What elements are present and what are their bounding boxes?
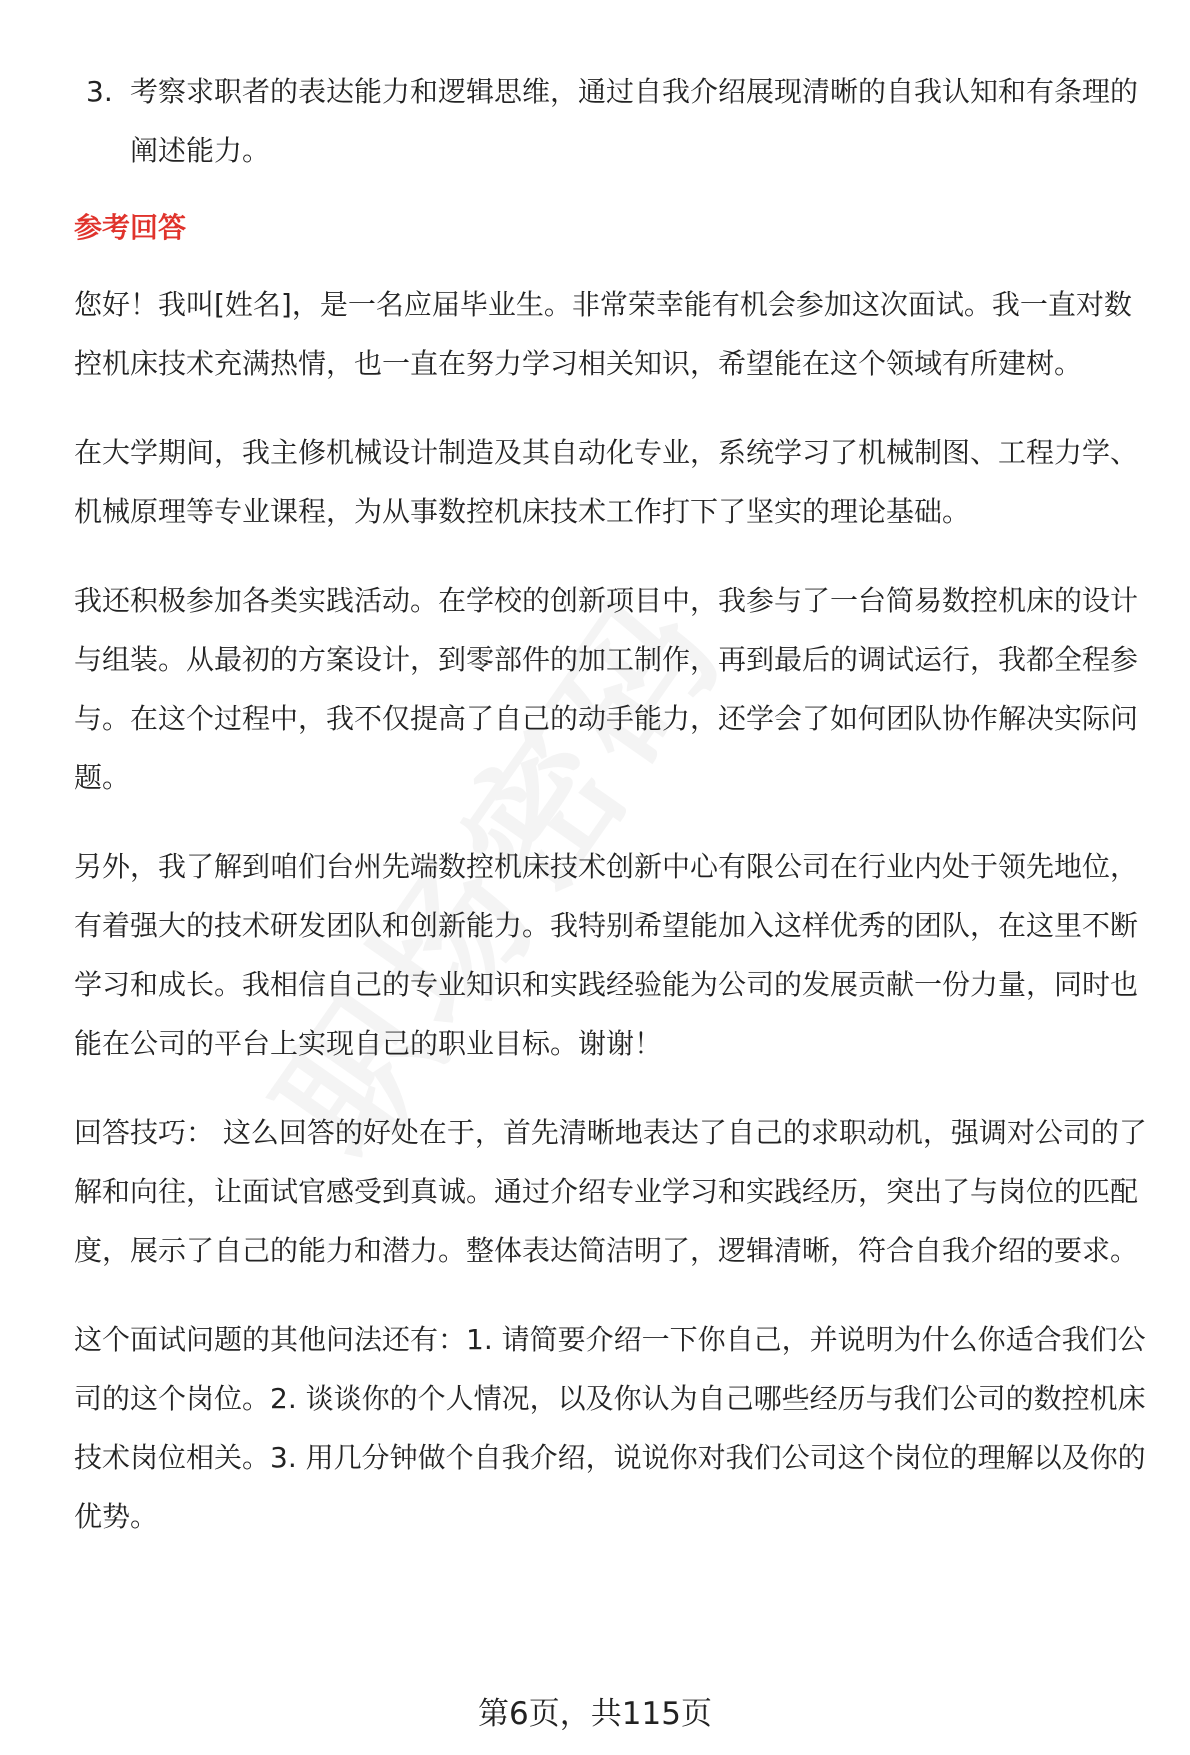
numbered-list-item bbox=[74, 62, 1154, 180]
paragraph-practice: 我还积极参加各类实践活动。在学校的创新项目中，我参与了一台简易数控机床的设计与组装。从最初的方案设计，到零部件的加工制作，再到最后的调试运行，我都全程参与。在这个过程中，我不仅提高了自己的动手能力，还学会了如何团队协作解决实际问题。 bbox=[74, 584, 1139, 794]
list-number: 3. bbox=[86, 75, 113, 108]
paragraph-alternatives: 这个面试问题的其他问法还有：1. 请简要介绍一下你自己，并说明为什么你适合我们公司的这个岗位。2. 谈谈你的个人情况，以及你认为自己哪些经历与我们公司的数控机床技术岗位相关。3. 用几分钟做个自我介绍，说说你对我们公司这个岗位的理解以及你的优势。 bbox=[74, 1323, 1146, 1533]
paragraph-company: 另外，我了解到咱们台州先端数控机床技术创新中心有限公司在行业内处于领先地位，有着强大的技术研发团队和创新能力。我特别希望能加入这样优秀的团队，在这里不断学习和成长。我相信自己的专业知识和实践经验能为公司的发展贡献一份力量，同时也能在公司的平台上实现自己的职业目标。谢谢！ bbox=[74, 850, 1139, 1060]
section-title: 参考回答 bbox=[74, 211, 187, 244]
page-number-footer: 第6页，共115页 bbox=[478, 1696, 712, 1732]
paragraph-education: 在大学期间，我主修机械设计制造及其自动化专业，系统学习了机械制图、工程力学、机械原理等专业课程，为从事数控机床技术工作打下了坚实的理论基础。 bbox=[74, 436, 1139, 528]
paragraph-tips: 回答技巧： 这么回答的好处在于，首先清晰地表达了自己的求职动机，强调对公司的了解和向往，让面试官感受到真诚。通过介绍专业学习和实践经历，突出了与岗位的匹配度，展示了自己的能力和潜力。整体表达简洁明了，逻辑清晰，符合自我介绍的要求。 bbox=[74, 1116, 1147, 1267]
paragraph-intro: 您好！我叫[姓名]，是一名应届毕业生。非常荣幸能有机会参加这次面试。我一直对数控机床技术充满热情，也一直在努力学习相关知识，希望能在这个领域有所建树。 bbox=[74, 288, 1132, 380]
document-body bbox=[74, 62, 1154, 1576]
list-text: 考察求职者的表达能力和逻辑思维，通过自我介绍展现清晰的自我认知和有条理的阐述能力。 bbox=[130, 75, 1139, 167]
